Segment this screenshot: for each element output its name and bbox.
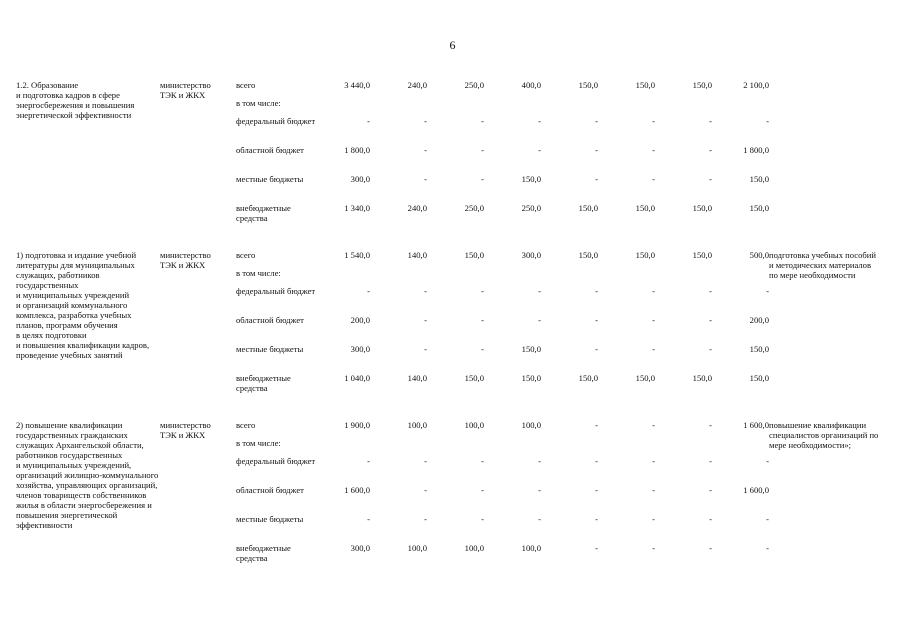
funding-year-value: 250,0 <box>464 80 484 90</box>
funding-year-value: 1 800,0 <box>743 145 769 155</box>
funding-year-value: - <box>766 543 769 553</box>
funding-year-value: - <box>709 344 712 354</box>
funding-year-value: - <box>652 174 655 184</box>
funding-year-value: - <box>595 344 598 354</box>
funding-year-value <box>541 98 598 116</box>
funding-year-value: 250,0 <box>464 203 484 213</box>
block-spacer-cell <box>16 406 879 420</box>
funding-row <box>16 80 879 98</box>
funding-total <box>320 268 370 286</box>
funding-total: - <box>367 116 370 126</box>
funding-source: всего <box>236 80 256 90</box>
activity-name: 1) подготовка и издание учебной литературы для муниципальных служащих, работников государственных и муниципальных учреждений и организаций коммунального комплекса, разработка учебных планов, программ обучения в целях подготовки и повышения квалификации кадров, проведение учебных занятий <box>16 250 150 360</box>
funding-year-value: - <box>652 286 655 296</box>
funding-year-value: - <box>595 420 598 430</box>
funding-source: областной бюджет <box>236 315 304 325</box>
funding-year-value: - <box>424 344 427 354</box>
funding-year-value <box>598 268 655 286</box>
funding-year-value: 200,0 <box>749 315 769 325</box>
funding-year-value: - <box>766 514 769 524</box>
funding-year-value: 150,0 <box>521 344 541 354</box>
funding-year-value: - <box>709 485 712 495</box>
funding-year-value: - <box>424 485 427 495</box>
funding-year-value: 150,0 <box>578 250 598 260</box>
funding-year-value: 150,0 <box>464 250 484 260</box>
funding-year-value: - <box>595 145 598 155</box>
funding-year-value: 150,0 <box>635 250 655 260</box>
funding-year-value <box>427 438 484 456</box>
funding-year-value: - <box>652 116 655 126</box>
funding-source: в том числе: <box>236 438 281 448</box>
funding-source: в том числе: <box>236 98 281 108</box>
funding-year-value: - <box>481 145 484 155</box>
funding-source: областной бюджет <box>236 485 304 495</box>
funding-total: 3 440,0 <box>344 80 370 90</box>
funding-year-value: 150,0 <box>749 344 769 354</box>
funding-total: 200,0 <box>350 315 370 325</box>
funding-row <box>16 250 879 268</box>
funding-source: местные бюджеты <box>236 344 304 354</box>
funding-year-value: - <box>766 286 769 296</box>
funding-source: федеральный бюджет <box>236 116 316 126</box>
activity-name: 1.2. Образование и подготовка кадров в сфере энергосбережения и повышения энергетической эффективности <box>16 80 135 120</box>
funding-year-value: - <box>595 485 598 495</box>
funding-year-value: 150,0 <box>635 373 655 383</box>
funding-year-value: - <box>538 116 541 126</box>
funding-year-value: - <box>538 315 541 325</box>
funding-year-value: 150,0 <box>749 203 769 213</box>
funding-year-value: - <box>424 286 427 296</box>
block-spacer-cell <box>16 236 879 250</box>
funding-year-value: 150,0 <box>578 80 598 90</box>
expected-result: повышение квалификации специалистов организаций по мере необходимости»; <box>769 420 879 450</box>
funding-year-value: - <box>424 315 427 325</box>
funding-year-value: 100,0 <box>521 420 541 430</box>
funding-year-value: 140,0 <box>407 373 427 383</box>
funding-year-value <box>541 438 598 456</box>
funding-year-value: 150,0 <box>692 373 712 383</box>
funding-year-value: - <box>709 514 712 524</box>
funding-year-value: - <box>595 116 598 126</box>
funding-total: 1 900,0 <box>344 420 370 430</box>
page-number: 6 <box>449 38 456 52</box>
funding-year-value: 150,0 <box>578 373 598 383</box>
funding-total: - <box>367 286 370 296</box>
funding-total <box>320 98 370 116</box>
funding-year-value: - <box>481 456 484 466</box>
funding-year-value: 240,0 <box>407 203 427 213</box>
funding-year-value <box>598 98 655 116</box>
funding-year-value <box>427 268 484 286</box>
funding-year-value: - <box>424 514 427 524</box>
funding-total: 1 600,0 <box>344 485 370 495</box>
funding-year-value: - <box>652 456 655 466</box>
funding-year-value: - <box>652 420 655 430</box>
funding-source: внебюджетные средства <box>236 543 291 563</box>
funding-source: федеральный бюджет <box>236 286 316 296</box>
funding-year-value: - <box>709 543 712 553</box>
funding-year-value <box>427 98 484 116</box>
funding-year-value <box>541 268 598 286</box>
funding-year-value <box>370 98 427 116</box>
funding-year-value: - <box>766 456 769 466</box>
funding-year-value: 2 100,0 <box>743 80 769 90</box>
funding-year-value: - <box>652 485 655 495</box>
funding-year-value: - <box>424 456 427 466</box>
funding-year-value: - <box>481 485 484 495</box>
funding-total: 1 040,0 <box>344 373 370 383</box>
funding-year-value: - <box>538 145 541 155</box>
funding-source: всего <box>236 250 256 260</box>
funding-year-value: - <box>652 315 655 325</box>
activity-executor: министерство ТЭК и ЖКХ <box>160 250 211 270</box>
funding-total: - <box>367 514 370 524</box>
funding-year-value: - <box>652 145 655 155</box>
funding-total: 300,0 <box>350 174 370 184</box>
funding-year-value: - <box>652 344 655 354</box>
funding-year-value: - <box>595 286 598 296</box>
funding-year-value: 500,0 <box>749 250 769 260</box>
funding-year-value: 140,0 <box>407 250 427 260</box>
funding-year-value: - <box>481 286 484 296</box>
expected-result <box>769 80 879 236</box>
funding-year-value: - <box>481 315 484 325</box>
funding-year-value <box>370 438 427 456</box>
funding-year-value: - <box>424 145 427 155</box>
funding-year-value: 100,0 <box>521 543 541 553</box>
funding-year-value <box>655 98 712 116</box>
block-spacer <box>16 236 879 250</box>
funding-total: 1 340,0 <box>344 203 370 213</box>
funding-year-value <box>484 268 541 286</box>
funding-year-value: - <box>538 485 541 495</box>
funding-year-value: - <box>538 286 541 296</box>
funding-year-value: 1 600,0 <box>743 420 769 430</box>
funding-year-value <box>712 438 769 456</box>
funding-year-value <box>655 438 712 456</box>
funding-year-value: 150,0 <box>635 203 655 213</box>
funding-total: 1 800,0 <box>344 145 370 155</box>
funding-year-value <box>484 438 541 456</box>
funding-year-value: 100,0 <box>464 420 484 430</box>
activity-executor: министерство ТЭК и ЖКХ <box>160 420 211 440</box>
funding-year-value: - <box>481 514 484 524</box>
funding-year-value <box>712 98 769 116</box>
funding-source: областной бюджет <box>236 145 304 155</box>
funding-year-value: - <box>595 543 598 553</box>
funding-year-value: - <box>595 174 598 184</box>
funding-year-value: 150,0 <box>578 203 598 213</box>
funding-year-value: 150,0 <box>521 174 541 184</box>
funding-year-value: - <box>424 116 427 126</box>
funding-year-value: 150,0 <box>749 373 769 383</box>
funding-year-value: 150,0 <box>692 250 712 260</box>
funding-year-value: 250,0 <box>521 203 541 213</box>
funding-source: внебюджетные средства <box>236 373 291 393</box>
funding-year-value: - <box>538 514 541 524</box>
funding-total: 1 540,0 <box>344 250 370 260</box>
funding-year-value: 150,0 <box>692 203 712 213</box>
funding-year-value: 100,0 <box>464 543 484 553</box>
funding-year-value: - <box>652 543 655 553</box>
program-activities-table <box>16 80 879 563</box>
funding-source: всего <box>236 420 256 430</box>
funding-year-value: - <box>709 145 712 155</box>
funding-year-value: 240,0 <box>407 80 427 90</box>
funding-year-value: - <box>709 315 712 325</box>
activity-executor: министерство ТЭК и ЖКХ <box>160 80 211 100</box>
funding-year-value <box>598 438 655 456</box>
funding-year-value: - <box>709 116 712 126</box>
funding-year-value: - <box>595 514 598 524</box>
funding-year-value: 100,0 <box>407 420 427 430</box>
funding-year-value: - <box>595 315 598 325</box>
funding-year-value: 100,0 <box>407 543 427 553</box>
funding-year-value: 150,0 <box>521 373 541 383</box>
funding-year-value: - <box>538 456 541 466</box>
funding-year-value: - <box>481 344 484 354</box>
activity-name: 2) повышение квалификации государственных гражданских служащих Архангельской области, работников государственных и муниципальных учреждений, организаций жилищно-коммунального хозяйства, управляющих организаций, членов товариществ собственников жилья в области энергосбережения и повышения энергетической эффективности <box>16 420 159 530</box>
funding-year-value: 150,0 <box>749 174 769 184</box>
funding-year-value <box>370 268 427 286</box>
funding-year-value <box>712 268 769 286</box>
program-activities-table-body <box>16 80 879 563</box>
funding-year-value: 1 600,0 <box>743 485 769 495</box>
funding-year-value: - <box>766 116 769 126</box>
funding-source: федеральный бюджет <box>236 456 316 466</box>
block-spacer <box>16 406 879 420</box>
funding-year-value: 150,0 <box>635 80 655 90</box>
funding-year-value: - <box>652 514 655 524</box>
funding-source: местные бюджеты <box>236 174 304 184</box>
funding-year-value: - <box>481 116 484 126</box>
funding-year-value: - <box>709 420 712 430</box>
funding-year-value: - <box>595 456 598 466</box>
funding-year-value: 300,0 <box>521 250 541 260</box>
funding-total <box>320 438 370 456</box>
funding-total: - <box>367 456 370 466</box>
funding-year-value <box>484 98 541 116</box>
funding-year-value: 150,0 <box>464 373 484 383</box>
funding-row <box>16 420 879 438</box>
funding-year-value: - <box>709 286 712 296</box>
funding-source: местные бюджеты <box>236 514 304 524</box>
funding-year-value: - <box>481 174 484 184</box>
funding-year-value: - <box>709 456 712 466</box>
funding-source: внебюджетные средства <box>236 203 291 223</box>
funding-year-value: 150,0 <box>692 80 712 90</box>
funding-year-value: - <box>424 174 427 184</box>
funding-year-value <box>655 268 712 286</box>
funding-year-value: 400,0 <box>521 80 541 90</box>
funding-total: 300,0 <box>350 543 370 553</box>
funding-source: в том числе: <box>236 268 281 278</box>
expected-result: подготовка учебных пособий и методических материалов по мере необходимости <box>769 250 876 280</box>
funding-total: 300,0 <box>350 344 370 354</box>
funding-year-value: - <box>709 174 712 184</box>
